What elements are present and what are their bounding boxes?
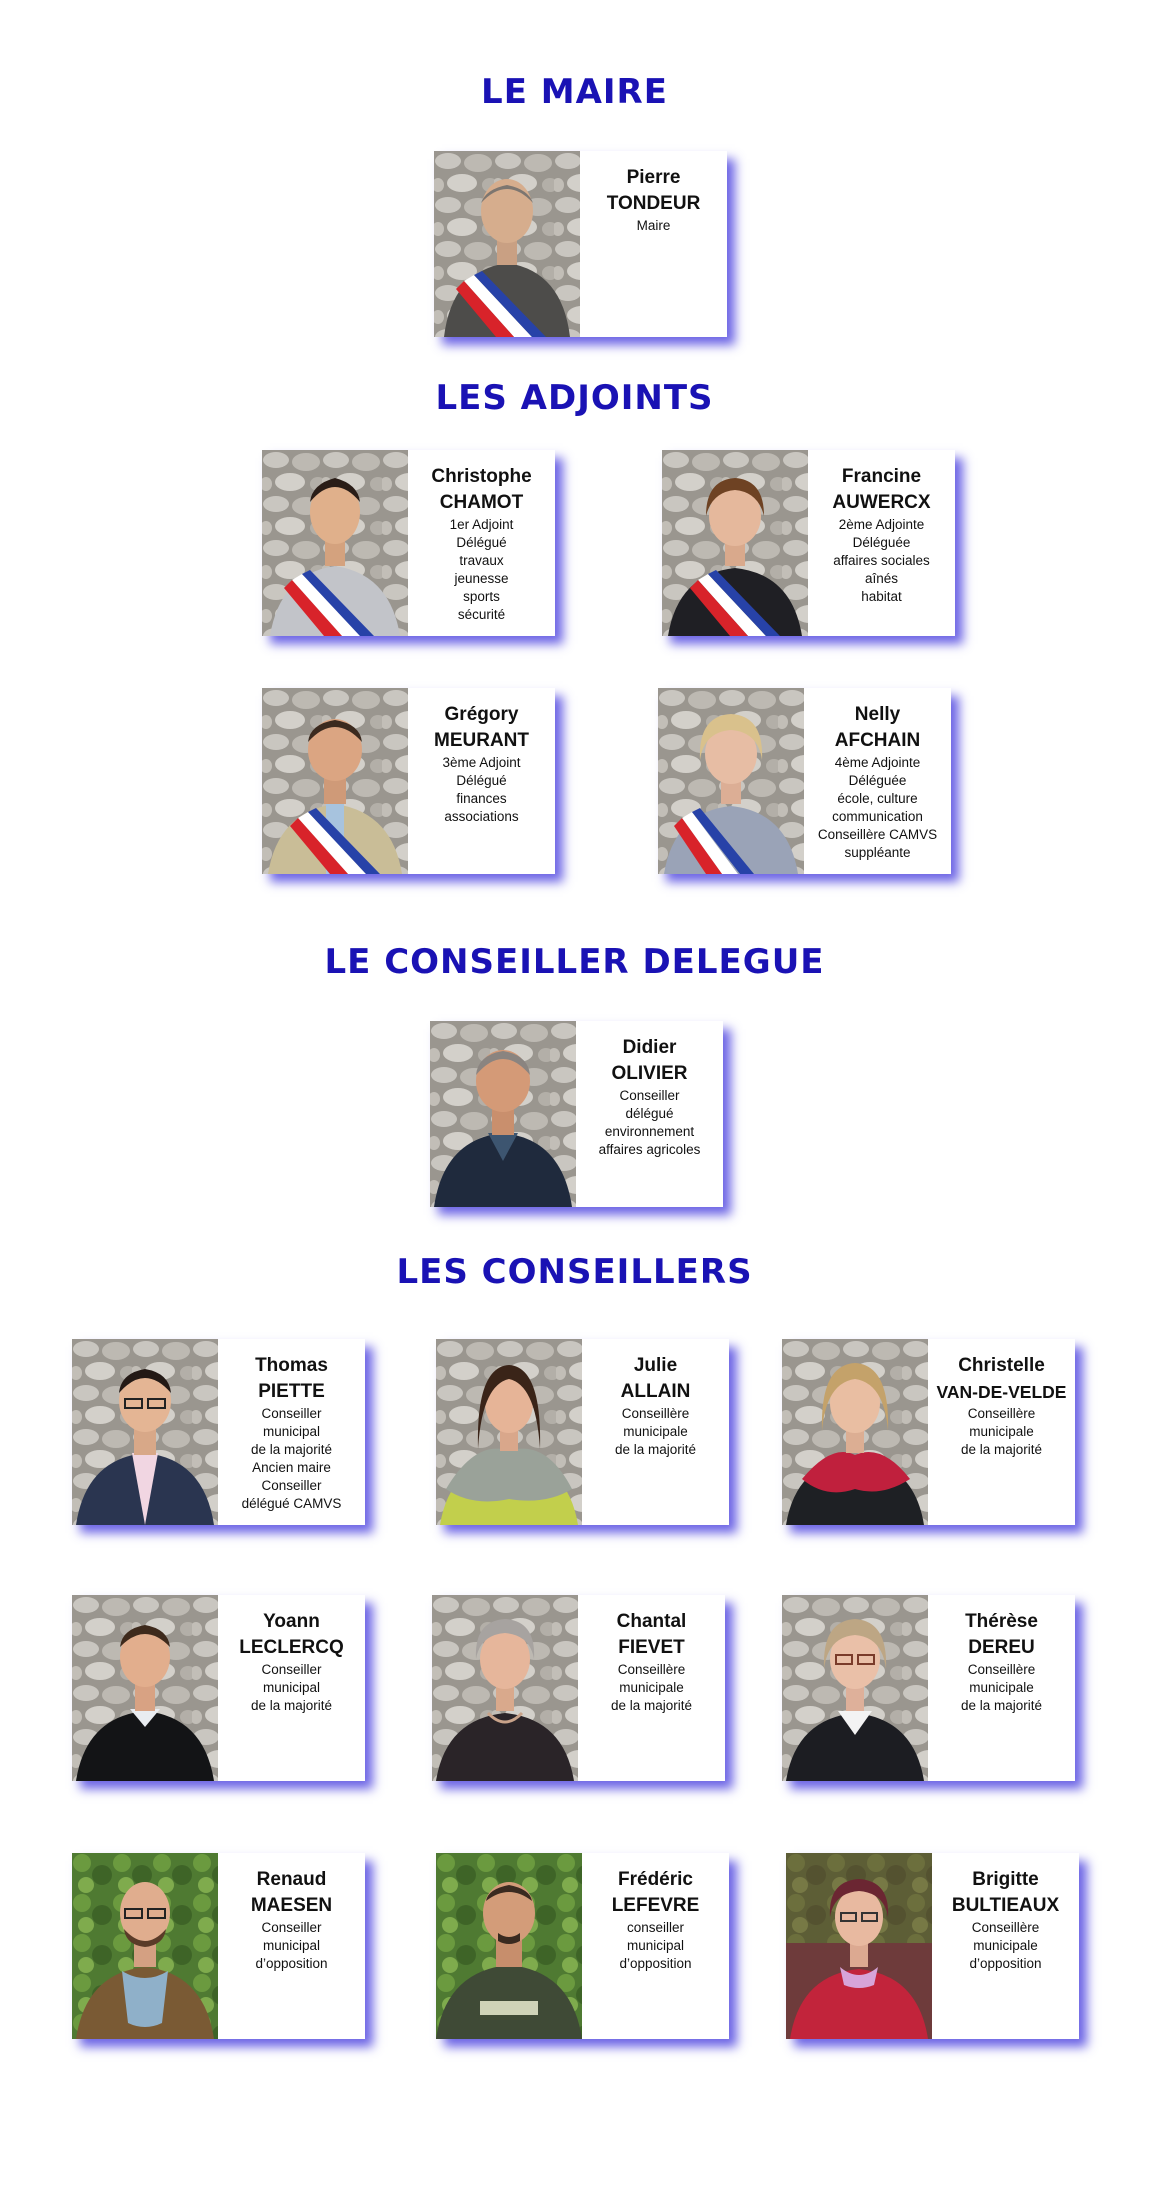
role-list	[580, 217, 727, 235]
portrait-photo	[430, 1021, 576, 1207]
person-card-olivier	[430, 1021, 723, 1207]
first-name: Christelle	[958, 1355, 1045, 1376]
first-name: Renaud	[256, 1869, 327, 1890]
role-line: suppléante	[844, 845, 911, 860]
role-line: d’opposition	[619, 1956, 692, 1971]
person-card-chamot	[262, 450, 555, 636]
role-list	[932, 1919, 1079, 1973]
role-list	[408, 754, 555, 826]
role-line: Conseillère	[971, 1920, 1040, 1935]
portrait-photo	[262, 688, 408, 874]
first-name: Julie	[633, 1355, 678, 1376]
role-line: de la majorité	[250, 1698, 333, 1713]
role-line: d’opposition	[255, 1956, 328, 1971]
role-list	[218, 1405, 365, 1513]
section-title-maire: LE MAIRE	[481, 72, 668, 112]
portrait-photo	[72, 1595, 218, 1781]
portrait-photo	[262, 450, 408, 636]
person-card-afchain	[658, 688, 951, 874]
role-line: délégué CAMVS	[241, 1496, 342, 1511]
role-line: jeunesse	[454, 571, 509, 586]
role-line: 2ème Adjointe	[838, 517, 925, 532]
last-name: PIETTE	[258, 1381, 325, 1402]
section-title-adjoints: LES ADJOINTS	[435, 378, 714, 418]
person-card-auwercx	[662, 450, 955, 636]
role-list	[408, 516, 555, 624]
role-list	[576, 1087, 723, 1159]
role-line: école, culture	[837, 791, 918, 806]
role-line: de la majorité	[610, 1698, 693, 1713]
role-line: de la majorité	[960, 1698, 1043, 1713]
last-name: MAESEN	[250, 1895, 333, 1916]
role-line: sports	[463, 589, 500, 604]
role-list	[578, 1661, 725, 1715]
role-line: de la majorité	[614, 1442, 697, 1457]
role-line: Déléguée	[852, 535, 911, 550]
role-list	[218, 1919, 365, 1973]
first-name: Frédéric	[618, 1869, 693, 1890]
role-line: aînés	[864, 571, 899, 586]
last-name: AUWERCX	[832, 492, 931, 513]
person-card-lefevre	[436, 1853, 729, 2039]
person-card-tondeur	[434, 151, 727, 337]
role-line: d’opposition	[969, 1956, 1042, 1971]
last-name: VAN-DE-VELDE	[936, 1382, 1067, 1402]
last-name: MEURANT	[434, 730, 529, 751]
role-line: Conseiller	[261, 1920, 322, 1935]
person-card-fievet	[432, 1595, 725, 1781]
portrait-photo	[782, 1339, 928, 1525]
role-line: municipal	[262, 1938, 321, 1953]
role-line: Délégué	[456, 773, 507, 788]
role-line: Maire	[636, 218, 671, 233]
first-name: Christophe	[431, 466, 532, 487]
role-line: Conseillère	[967, 1662, 1036, 1677]
last-name: FIEVET	[618, 1637, 685, 1658]
portrait-photo	[72, 1339, 218, 1525]
person-card-piette	[72, 1339, 365, 1525]
first-name: Thérèse	[965, 1611, 1038, 1632]
role-list	[928, 1405, 1075, 1459]
portrait-photo	[436, 1853, 582, 2039]
person-card-allain	[436, 1339, 729, 1525]
role-line: Conseiller	[261, 1662, 322, 1677]
role-line: de la majorité	[960, 1442, 1043, 1457]
role-line: affaires sociales	[833, 553, 930, 568]
first-name: Chantal	[616, 1611, 687, 1632]
first-name: Thomas	[255, 1355, 328, 1376]
role-line: finances	[456, 791, 507, 806]
role-line: 4ème Adjointe	[834, 755, 921, 770]
role-line: municipal	[262, 1680, 321, 1695]
portrait-photo	[432, 1595, 578, 1781]
role-line: affaires agricoles	[598, 1142, 701, 1157]
role-list	[218, 1661, 365, 1715]
role-line: 3ème Adjoint	[442, 755, 521, 770]
first-name: Didier	[622, 1037, 677, 1058]
role-line: habitat	[861, 589, 902, 604]
last-name: ALLAIN	[620, 1381, 691, 1402]
role-line: Conseiller	[261, 1478, 322, 1493]
role-line: Conseillère	[617, 1662, 686, 1677]
portrait-photo	[72, 1853, 218, 2039]
first-name: Grégory	[444, 704, 519, 725]
first-name: Pierre	[626, 167, 681, 188]
person-card-leclercq	[72, 1595, 365, 1781]
first-name: Brigitte	[972, 1869, 1039, 1890]
role-list	[582, 1405, 729, 1459]
last-name: BULTIEAUX	[951, 1895, 1060, 1916]
last-name: OLIVIER	[611, 1063, 688, 1084]
portrait-photo	[662, 450, 808, 636]
portrait-photo	[658, 688, 804, 874]
role-line: municipale	[969, 1424, 1034, 1439]
role-line: Déléguée	[848, 773, 907, 788]
first-name: Yoann	[263, 1611, 320, 1632]
section-title-conseillers: LES CONSEILLERS	[396, 1252, 753, 1292]
role-line: municipale	[969, 1680, 1034, 1695]
person-card-vandevelde	[782, 1339, 1075, 1525]
person-card-meurant	[262, 688, 555, 874]
role-list	[928, 1661, 1075, 1715]
first-name: Francine	[841, 466, 922, 487]
role-line: Conseillère	[621, 1406, 690, 1421]
role-list	[808, 516, 955, 606]
first-name: Nelly	[854, 704, 901, 725]
portrait-photo	[786, 1853, 932, 2039]
last-name: LECLERCQ	[239, 1637, 344, 1658]
role-line: associations	[444, 809, 519, 824]
role-line: municipale	[973, 1938, 1038, 1953]
portrait-photo	[436, 1339, 582, 1525]
role-line: Ancien maire	[252, 1460, 331, 1475]
role-line: Conseiller	[619, 1088, 680, 1103]
role-line: Conseiller	[261, 1406, 322, 1421]
person-card-dereu	[782, 1595, 1075, 1781]
last-name: CHAMOT	[439, 492, 524, 513]
role-line: conseiller	[626, 1920, 685, 1935]
last-name: AFCHAIN	[834, 730, 921, 751]
role-line: communication	[832, 809, 923, 824]
role-line: délégué	[625, 1106, 674, 1121]
role-line: municipal	[626, 1938, 685, 1953]
role-line: 1er Adjoint	[449, 517, 514, 532]
role-list	[804, 754, 951, 862]
role-line: environnement	[604, 1124, 695, 1139]
person-card-bultieaux	[786, 1853, 1079, 2039]
role-line: municipale	[623, 1424, 688, 1439]
role-line: sécurité	[457, 607, 506, 622]
portrait-photo	[434, 151, 580, 337]
last-name: DEREU	[968, 1637, 1035, 1658]
role-line: municipal	[262, 1424, 321, 1439]
last-name: LEFEVRE	[611, 1895, 700, 1916]
section-title-delegue: LE CONSEILLER DELEGUE	[324, 942, 825, 982]
role-list	[582, 1919, 729, 1973]
last-name: TONDEUR	[606, 193, 701, 214]
role-line: Conseillère	[967, 1406, 1036, 1421]
role-line: municipale	[619, 1680, 684, 1695]
role-line: Délégué	[456, 535, 507, 550]
role-line: travaux	[459, 553, 504, 568]
role-line: Conseillère CAMVS	[817, 827, 938, 842]
person-card-maesen	[72, 1853, 365, 2039]
role-line: de la majorité	[250, 1442, 333, 1457]
portrait-photo	[782, 1595, 928, 1781]
